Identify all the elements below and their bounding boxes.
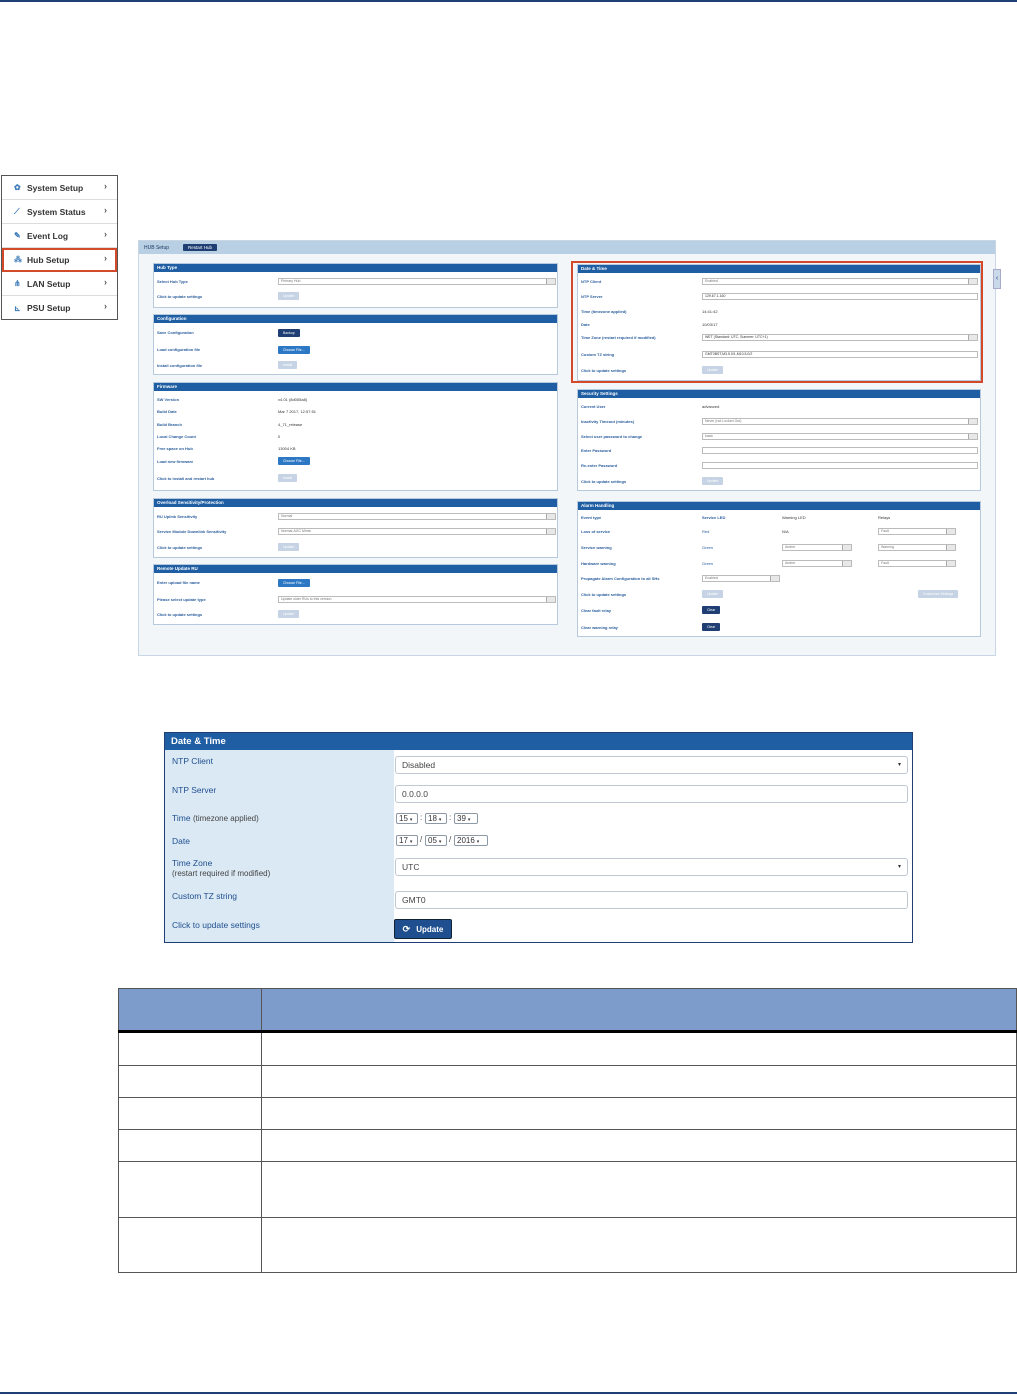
update-type-select[interactable]	[278, 596, 556, 603]
warning-led-select[interactable]	[782, 544, 852, 551]
dropdown-arrow-icon	[946, 545, 955, 550]
field-label: Build Branch	[157, 422, 182, 427]
select-value: 2016	[457, 836, 475, 845]
top-rule	[0, 0, 1017, 2]
chevron-left-icon: ‹	[995, 275, 999, 282]
ntp-server-input[interactable]	[395, 785, 908, 803]
time-label-note: (timezone applied)	[192, 814, 259, 823]
select-value: Never (not Locked Out)	[705, 419, 742, 423]
caret-down-icon: ▾	[438, 839, 442, 845]
relay-select[interactable]	[878, 528, 956, 535]
select-value: Disabled	[402, 760, 436, 770]
dropdown-arrow-icon	[770, 576, 779, 581]
chevron-right-icon: ›	[104, 253, 107, 263]
relay-select[interactable]	[878, 560, 956, 567]
field-value: Mar 7 2017, 12:57:51	[278, 409, 317, 414]
field-label: Free space on Hub	[157, 446, 193, 451]
sidebar-item-label: System Setup	[27, 182, 84, 193]
second-select[interactable]	[454, 813, 478, 824]
select-value: WET (Standard: UTC, Summer: UTC+1)	[705, 335, 768, 339]
chart-line-icon: ⟋	[14, 206, 20, 216]
sidebar	[1, 175, 118, 320]
chevron-right-icon: ›	[104, 229, 107, 239]
dropdown-arrow-icon	[968, 434, 977, 439]
inactivity-timeout-select[interactable]	[702, 418, 978, 425]
panel-title: Date & Time	[578, 265, 980, 273]
collapse-panel-tab[interactable]	[993, 269, 1001, 289]
time-separator: :	[420, 813, 423, 822]
table-cell	[262, 1218, 1017, 1273]
field-label: NTP Server	[581, 294, 603, 299]
select-value: Normal	[281, 514, 293, 518]
day-select[interactable]	[396, 835, 418, 846]
choose-file-button[interactable]: Choose File...	[278, 579, 310, 587]
field-value: 10/03/17	[702, 322, 718, 327]
table-row	[119, 1066, 1017, 1098]
sidebar-item-label: PSU Setup	[27, 303, 71, 313]
field-label: Local Change Count	[157, 434, 196, 439]
table-row	[119, 1098, 1017, 1130]
highlight-box	[571, 261, 983, 383]
field-value: N/A	[782, 529, 789, 534]
field-label: Build Date	[157, 409, 177, 414]
remote-update-panel	[153, 564, 558, 625]
field-label: Custom TZ string	[581, 352, 615, 357]
hub-type-panel	[153, 263, 558, 308]
field-label: Save Configuration	[157, 330, 194, 335]
update-button-label: Update	[416, 925, 444, 934]
column-header	[119, 989, 262, 1032]
dropdown-arrow-icon	[842, 545, 851, 550]
field-label: Hardware warning	[581, 561, 616, 566]
propagate-select[interactable]	[702, 575, 780, 582]
warning-led-select[interactable]	[782, 560, 852, 567]
input-value: 129.67.1.160	[705, 294, 726, 298]
column-header	[262, 989, 1017, 1032]
field-label: Select Hub Type	[157, 279, 188, 284]
date-separator: /	[420, 835, 423, 844]
dropdown-arrow-icon	[546, 514, 555, 519]
field-label: Load new firmware	[157, 459, 194, 464]
password-confirm-input[interactable]	[702, 462, 978, 469]
time-zone-label	[172, 858, 270, 878]
network-icon: ⁂	[14, 255, 22, 264]
field-label: Inactivity Timeout (minutes)	[581, 419, 635, 424]
ntp-client-select[interactable]	[395, 756, 908, 774]
select-value: Enabled	[705, 576, 718, 580]
panel-title: Overload Sensitivity/Protection	[154, 499, 557, 507]
lan-icon: ⋔	[14, 279, 21, 288]
dropdown-arrow-icon	[842, 561, 851, 566]
dropdown-arrow-icon	[946, 529, 955, 534]
panel-title: Alarm Handling	[578, 502, 980, 510]
field-label: RU Uplink Sensitivity	[157, 514, 198, 519]
field-label: Re-enter Password	[581, 463, 618, 468]
sidebar-item-hub-setup[interactable]	[2, 248, 117, 272]
caret-down-icon: ▾	[467, 817, 471, 823]
table-cell	[119, 1218, 262, 1273]
customize-settings-button[interactable]: Customize Settings	[918, 590, 958, 598]
select-value: 18	[428, 814, 437, 823]
field-label: Enter upload file name	[157, 580, 200, 585]
field-label: Click to update settings	[581, 479, 627, 484]
table-cell	[262, 1066, 1017, 1098]
sidebar-item-label: Hub Setup	[27, 254, 70, 265]
caret-down-icon: ▾	[897, 864, 901, 870]
field-label: Click to update settings	[581, 368, 627, 373]
select-value: Warning	[881, 545, 894, 549]
restart-hub-button[interactable]: Restart Hub	[183, 244, 217, 251]
firmware-panel	[153, 382, 558, 491]
custom-tz-label: Custom TZ string	[172, 891, 238, 901]
field-label: Click to update settings	[157, 612, 203, 617]
panel-title: Remote Update RU	[154, 565, 557, 573]
overload-panel	[153, 498, 558, 558]
field-value: Green	[702, 561, 714, 566]
field-label: SW Version	[157, 397, 180, 402]
update-button[interactable]: Update	[278, 292, 299, 300]
chevron-right-icon: ›	[104, 301, 107, 311]
choose-file-button[interactable]: Choose File...	[278, 457, 310, 465]
date-separator: /	[449, 835, 452, 844]
update-button[interactable]: Update	[278, 543, 299, 551]
field-value: 0	[278, 434, 281, 439]
select-value: 15	[399, 814, 408, 823]
time-label	[172, 813, 259, 823]
table-row	[119, 1162, 1017, 1218]
field-label: Time Zone (restart required if modified)	[581, 335, 656, 340]
year-select[interactable]	[454, 835, 488, 846]
backup-button[interactable]: Backup	[278, 329, 300, 337]
custom-tz-input[interactable]	[395, 891, 908, 909]
panel-title: Hub Type	[154, 264, 557, 272]
field-label: Click to update settings	[157, 294, 203, 299]
input-value: 0.0.0.0	[402, 789, 428, 799]
column-header: Relays	[878, 515, 891, 520]
update-button[interactable]	[394, 919, 452, 939]
ru-sensitivity-select[interactable]	[278, 513, 556, 520]
select-value: basic	[705, 434, 714, 438]
hub-type-select[interactable]	[278, 278, 556, 285]
alarm-panel	[577, 501, 981, 637]
panel-title: Security Settings	[578, 390, 980, 398]
field-label: Click to install and restart hub	[157, 476, 215, 481]
select-value: 17	[399, 836, 408, 845]
update-button[interactable]: Update	[702, 590, 723, 598]
table-cell	[119, 1098, 262, 1130]
install-button[interactable]: Install	[278, 361, 297, 369]
hour-select[interactable]	[396, 813, 418, 824]
field-label: NTP Client	[581, 279, 602, 284]
field-label: Date	[581, 322, 590, 327]
time-separator: :	[449, 813, 452, 822]
column-header: Service LED	[702, 515, 726, 520]
table-cell	[262, 1098, 1017, 1130]
field-label: Clear warning relay	[581, 625, 618, 630]
table-row	[119, 1218, 1017, 1273]
sidebar-item-label: LAN Setup	[27, 278, 71, 289]
user-select[interactable]	[702, 433, 978, 440]
table-header-row	[119, 989, 1017, 1032]
table-cell	[119, 1162, 262, 1218]
clear-fault-button[interactable]: Clear	[702, 606, 720, 614]
table-cell	[262, 1130, 1017, 1162]
column-header: Event type	[581, 515, 602, 520]
description-table	[118, 988, 1017, 1273]
field-value: 4_71_release	[278, 422, 303, 427]
column-header: Warning LED	[782, 515, 806, 520]
sidebar-item-label: Event Log	[27, 230, 69, 241]
hub-setup-title: HUB Setup	[144, 244, 170, 251]
ntp-client-label: NTP Client	[172, 756, 213, 766]
table-row	[119, 1032, 1017, 1066]
security-panel	[577, 389, 981, 491]
caret-down-icon: ▾	[897, 762, 901, 768]
minute-select[interactable]	[425, 813, 447, 824]
clear-warning-button[interactable]: Clear	[702, 623, 720, 631]
select-value: UTC	[402, 862, 420, 872]
service-sensitivity-select[interactable]	[278, 528, 556, 535]
field-label: Current User	[581, 404, 606, 409]
dropdown-arrow-icon	[968, 419, 977, 424]
configuration-panel	[153, 314, 558, 375]
month-select[interactable]	[425, 835, 447, 846]
ntp-server-label: NTP Server	[172, 785, 217, 795]
select-value: Fault	[881, 529, 889, 533]
time-zone-label-text: Time Zone	[172, 858, 213, 868]
field-label: Clear fault relay	[581, 608, 612, 613]
select-value: Fault	[881, 561, 889, 565]
sidebar-item-lan-setup[interactable]	[2, 272, 117, 296]
select-value: Update older RUs to this version	[281, 597, 332, 601]
gear-icon: ✿	[14, 183, 21, 192]
caret-down-icon: ▾	[409, 817, 413, 823]
sidebar-item-system-setup[interactable]	[2, 176, 117, 200]
field-label: Loss of service	[581, 529, 611, 534]
field-label: Install configuration file	[157, 363, 203, 368]
dropdown-arrow-icon	[546, 597, 555, 602]
field-value: 13004 KB	[278, 446, 296, 451]
table-cell	[262, 1032, 1017, 1066]
panel-title: Firmware	[154, 383, 557, 391]
select-value: Amber	[785, 545, 796, 549]
refresh-icon: ⟳	[402, 924, 411, 934]
dropdown-arrow-icon	[546, 529, 555, 534]
select-value: 05	[428, 836, 437, 845]
dropdown-arrow-icon	[946, 561, 955, 566]
field-label: Propagate Alarm Configuration to all SHs	[581, 576, 660, 581]
caret-down-icon: ▾	[438, 817, 442, 823]
select-value: 39	[457, 814, 466, 823]
password-input[interactable]	[702, 447, 978, 454]
time-zone-select[interactable]	[395, 858, 908, 876]
select-value: Primary Hub	[281, 279, 301, 283]
update-button[interactable]: Update	[278, 610, 299, 618]
select-value: Amber	[785, 561, 796, 565]
sidebar-item-label: System Status	[27, 206, 86, 217]
field-label: Please select update type	[157, 597, 206, 602]
chevron-right-icon: ›	[104, 277, 107, 287]
table-cell	[262, 1162, 1017, 1218]
sidebar-item-psu-setup[interactable]	[2, 296, 117, 320]
table-row	[119, 1130, 1017, 1162]
table-cell	[119, 1130, 262, 1162]
input-value: GMT0	[402, 895, 426, 905]
field-label: Load configuration file	[157, 347, 201, 352]
field-label: Select user password to change	[581, 434, 643, 439]
caret-down-icon: ▾	[409, 839, 413, 845]
sidebar-item-system-status[interactable]	[2, 200, 117, 224]
chevron-right-icon: ›	[104, 181, 107, 191]
field-label: Enter Password	[581, 448, 612, 453]
plug-icon: ⊾	[14, 303, 21, 313]
sidebar-item-event-log[interactable]	[2, 224, 117, 248]
select-value: Normal-AGC Mimic	[281, 529, 312, 533]
field-value: 14:41:42	[702, 309, 718, 314]
edit-icon: ✎	[14, 231, 21, 240]
select-value: Enabled	[705, 279, 718, 283]
panel-title: Date & Time	[165, 733, 912, 750]
table-cell	[119, 1032, 262, 1066]
dropdown-arrow-icon	[546, 279, 555, 284]
caret-down-icon: ▾	[476, 839, 480, 845]
field-value: Green	[702, 545, 714, 550]
time-label-text: Time	[172, 813, 191, 823]
date-label: Date	[172, 836, 190, 846]
panel-title: Configuration	[154, 315, 557, 323]
field-label: Click to update settings	[157, 545, 203, 550]
choose-file-button[interactable]: Choose File...	[278, 346, 310, 354]
field-label: Service warning	[581, 545, 612, 550]
table-cell	[119, 1066, 262, 1098]
field-value: advanced	[702, 404, 720, 409]
update-button[interactable]: Update	[702, 366, 723, 374]
install-button[interactable]: Install	[278, 474, 297, 482]
field-value: v4.01 (8d055a8)	[278, 397, 308, 402]
update-settings-label: Click to update settings	[172, 920, 260, 930]
chevron-right-icon: ›	[104, 205, 107, 215]
hub-setup-header	[139, 241, 995, 254]
field-label: Service Module Downlink Sensitivity	[157, 529, 227, 534]
update-button[interactable]: Update	[702, 477, 723, 485]
input-value: GMT0BST,M3.5.0/1,M10.5.0/2	[705, 352, 753, 356]
relay-select[interactable]	[878, 544, 956, 551]
field-label: Time (timezone applied)	[581, 309, 627, 314]
field-label: Click to update settings	[581, 592, 627, 597]
time-zone-label-note: (restart required if modified)	[172, 869, 271, 878]
bottom-rule	[0, 1392, 1017, 1394]
field-value: Red	[702, 529, 710, 534]
